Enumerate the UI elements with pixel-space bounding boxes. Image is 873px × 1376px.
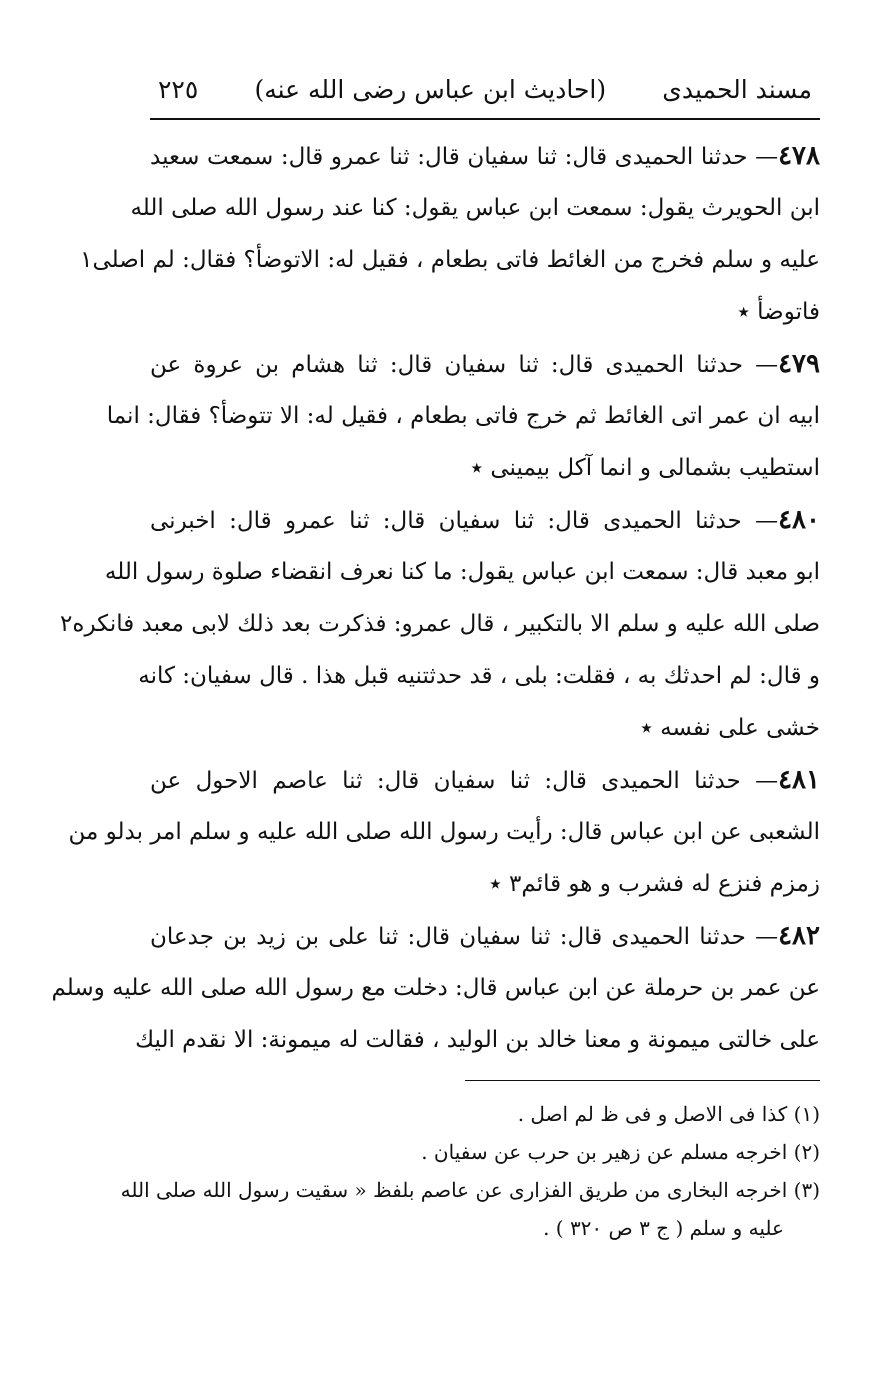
book-page — [51, 70, 820, 1247]
line-text: عليه و سلم فخرج من الغائط فاتى بطعام ، فقيل له: الاتوضأ؟ فقال: لم اصلى١ — [80, 247, 820, 273]
text-line — [150, 286, 820, 338]
line-text: ابو معبد قال: سمعت ابن عباس يقول: ما كنا نعرف انقضاء صلوة رسول الله — [104, 559, 820, 585]
line-text: الشعبى عن ابن عباس قال: رأيت رسول الله صلى الله عليه و سلم امر بدلو من — [68, 819, 820, 845]
text-line — [150, 442, 820, 494]
text-line — [51, 962, 820, 1014]
hadith-number: ٤٧٩ — [778, 349, 820, 379]
line-text: و قال: لم احدثك به ، فقلت: بلى ، قد حدثتنيه قبل هذا . قال سفيان: كانه — [138, 663, 820, 689]
footnote: (٣) اخرجه البخارى من طريق الفزارى عن عاصم بلفظ « سقيت رسول الله صلى الله — [120, 1178, 820, 1202]
hadith-number: ٤٧٨ — [778, 141, 820, 171]
hadith-text — [51, 130, 820, 1066]
running-header — [150, 70, 820, 110]
page-number: ٢٢٥ — [158, 75, 199, 104]
header-rule — [150, 118, 820, 120]
text-line — [150, 702, 820, 754]
hadith-number: ٤٨١ — [778, 765, 820, 795]
footnote: عليه و سلم ( ج ٣ ص ٣٢٠ ) . — [543, 1216, 784, 1240]
footnote: (٢) اخرجه مسلم عن زهير بن حرب عن سفيان . — [421, 1140, 820, 1164]
line-text: — حدثنا الحميدى قال: ثنا سفيان قال: ثنا هشام بن عروة عن — [150, 352, 779, 378]
line-text: فاتوضأ ٭ — [737, 299, 820, 325]
book-title: مسند الحميدى — [662, 75, 812, 104]
line-text: استطيب بشمالى و انما آكل بيمينى ٭ — [470, 455, 820, 481]
text-line — [138, 650, 820, 702]
line-text: — حدثنا الحميدى قال: ثنا سفيان قال: ثنا عمرو قال: اخبرنى — [150, 508, 779, 534]
text-line — [150, 494, 820, 546]
text-line — [106, 390, 820, 442]
text-line — [60, 598, 820, 650]
text-line — [135, 1014, 820, 1066]
text-line — [150, 754, 820, 806]
line-text: ابيه ان عمر اتى الغائط ثم خرج فاتى بطعام ، فقيل له: الا تتوضأ؟ فقال: انما — [106, 403, 820, 429]
line-text: عن عمر بن حرملة عن ابن عباس قال: دخلت مع رسول الله صلى الله عليه وسلم — [51, 975, 820, 1001]
footnotes — [120, 1095, 820, 1247]
text-line — [150, 910, 820, 962]
line-text: خشى على نفسه ٭ — [640, 715, 820, 741]
line-text: — حدثنا الحميدى قال: ثنا سفيان قال: ثنا على بن زيد بن جدعان — [150, 924, 779, 950]
footnote-rule — [465, 1080, 820, 1081]
section-title: (احاديث ابن عباس رضى الله عنه) — [254, 75, 607, 104]
text-line — [150, 858, 820, 910]
hadith-number: ٤٨٢ — [778, 921, 820, 951]
hadith-number: ٤٨٠ — [778, 505, 820, 535]
line-text: على خالتى ميمونة و معنا خالد بن الوليد ، فقالت له ميمونة: الا نقدم اليك — [135, 1027, 820, 1053]
text-line — [80, 234, 820, 286]
line-text: — حدثنا الحميدى قال: ثنا سفيان قال: ثنا عاصم الاحول عن — [150, 768, 779, 794]
footnote: (١) كذا فى الاصل و فى ظ لم اصل . — [517, 1102, 820, 1126]
text-line — [130, 182, 820, 234]
text-line — [150, 338, 820, 390]
line-text: زمزم فنزع له فشرب و هو قائم٣ ٭ — [489, 871, 820, 897]
line-text: — حدثنا الحميدى قال: ثنا سفيان قال: ثنا عمرو قال: سمعت سعيد — [150, 144, 779, 170]
line-text: صلى الله عليه و سلم الا بالتكبير ، قال عمرو: فذكرت بعد ذلك لابى معبد فانكره٢ — [60, 611, 820, 637]
text-line — [104, 546, 820, 598]
line-text: ابن الحويرث يقول: سمعت ابن عباس يقول: كنا عند رسول الله صلى الله — [130, 195, 820, 221]
text-line — [68, 806, 820, 858]
text-line — [150, 130, 820, 182]
